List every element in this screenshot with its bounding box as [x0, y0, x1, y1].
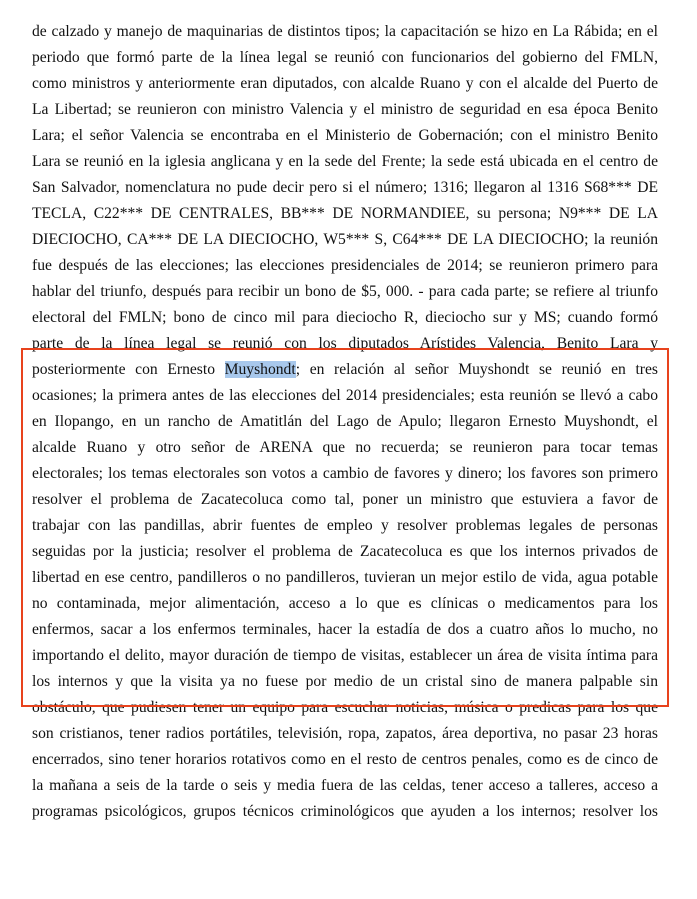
text-line: en Ilopango, en un rancho de Amatitlán del Lago de Apulo; llegaron Ernesto Muyshondt, el: [32, 413, 658, 430]
text-line: obstáculo, que pudiesen tener un equipo para escuchar noticias, música o predicas para los que: [32, 699, 658, 716]
text-line: no contaminada, mejor alimentación, acceso a lo que es clínicas o medicamentos para los: [32, 595, 658, 612]
text-line: posteriormente con Ernesto Muyshondt; en relación al señor Muyshondt se reunió en tres: [32, 361, 658, 378]
text-line: de calzado y manejo de maquinarias de distintos tipos; la capacitación se hizo en La Rábida; en el: [32, 23, 658, 40]
text-line: Lara se reunió en la iglesia anglicana y en la sede del Frente; la sede está ubicada en el centro de: [32, 153, 658, 170]
text-line: enfermos, sacar a los enfermos terminales, hacer la estadía de dos a cuatro años lo mucho, no: [32, 621, 658, 638]
text-line: parte de la línea legal se reunió con los diputados Arístides Valencia, Benito Lara y: [32, 335, 658, 352]
text-line: electorales; los temas electorales son votos a cambio de favores y dinero; los favores son primero: [32, 465, 658, 482]
text-line: San Salvador, nomenclatura no pude decir pero si el número; 1316; llegaron al 1316 S68*** DE: [32, 179, 658, 196]
text-line: resolver el problema de Zacatecoluca como tal, poner un ministro que estuviera a favor de: [32, 491, 658, 508]
text-line: DIECIOCHO, CA*** DE LA DIECIOCHO, W5*** S, C64*** DE LA DIECIOCHO; la reunión: [32, 231, 658, 248]
text-line: encerrados, sino tener horarios rotativos como en el resto de centros penales, como es de cinco de: [32, 751, 658, 768]
text-line: como ministros y anteriormente eran diputados, con alcalde Ruano y con el alcalde del Puerto de: [32, 75, 658, 92]
text-line: La Libertad; se reunieron con ministro Valencia y el ministro de seguridad en esa época Benito: [32, 101, 658, 118]
text-line: periodo que formó parte de la línea legal se reunió con funcionarios del gobierno del FMLN,: [32, 49, 658, 66]
text-line: libertad en ese centro, pandilleros o no pandilleros, tuvieran un mejor estilo de vida, agua potable: [32, 569, 658, 586]
text-line: fue después de las elecciones; las elecciones presidenciales de 2014; se reunieron primero para: [32, 257, 658, 274]
text-line: electoral del FMLN; bono de cinco mil para dieciocho R, dieciocho sur y MS; cuando formó: [32, 309, 658, 326]
text-line: la mañana a seis de la tarde o seis y media fuera de las celdas, tener acceso a talleres, acceso a: [32, 777, 658, 794]
text-line: importando el delito, mayor duración de tiempo de visitas, establecer un área de visita íntima para: [32, 647, 658, 664]
text-line: ocasiones; la primera antes de las elecciones del 2014 presidenciales; esta reunión se llevó a cabo: [32, 387, 658, 404]
highlighted-word: Muyshondt: [224, 361, 296, 378]
text-line: los internos y que la visita ya no fuese por medio de un cristal sino de manera palpable sin: [32, 673, 658, 690]
text-line: TECLA, C22*** DE CENTRALES, BB*** DE NORMANDIEE, su persona; N9*** DE LA: [32, 205, 658, 222]
text-line: seguidas por la justicia; resolver el problema de Zacatecoluca es que los internos privados de: [32, 543, 658, 560]
text-line: alcalde Ruano y otro señor de ARENA que no recuerda; se reunieron para tocar temas: [32, 439, 658, 456]
text-line: son cristianos, tener radios portátiles, televisión, ropa, zapatos, área deportiva, no pasar 23 horas: [32, 725, 658, 742]
text-line: hablar del triunfo, después para recibir un bono de $5, 000. - para cada parte; se refiere al triunfo: [32, 283, 658, 300]
text-line: programas psicológicos, grupos técnicos criminológicos que ayuden a los internos; resolver los: [32, 803, 658, 820]
text-line: trabajar con las pandillas, abrir fuentes de empleo y resolver problemas legales de personas: [32, 517, 658, 534]
text-line: Lara; el señor Valencia se encontraba en el Ministerio de Gobernación; con el ministro Benito: [32, 127, 658, 144]
